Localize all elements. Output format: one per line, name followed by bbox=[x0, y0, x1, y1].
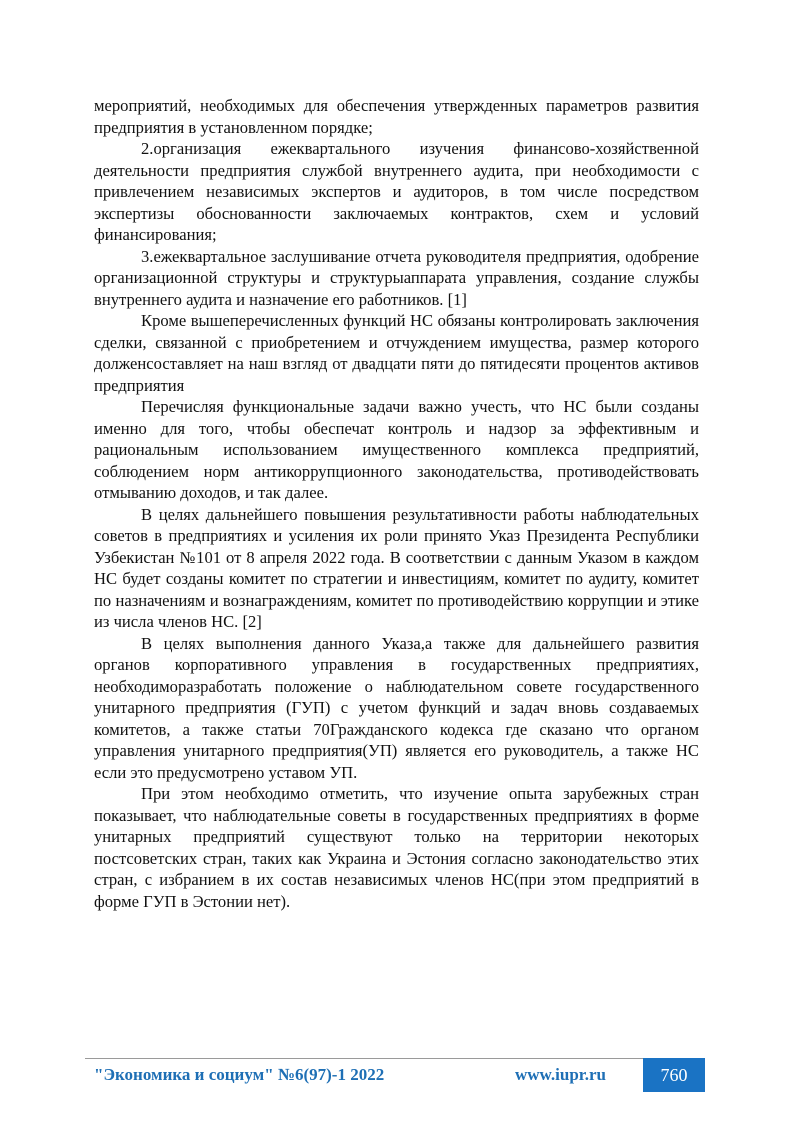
paragraph: Кроме вышеперечисленных функций НС обязаны контролировать заключения сделки, связанной с приобретением и отчуждением имущества, размер которого долженсоставляет на наш взгляд от двадцати пяти до пятидесяти процентов активов предприятия bbox=[94, 311, 699, 395]
page-number: 760 bbox=[660, 1064, 688, 1085]
paragraph: В целях выполнения данного Указа,а также для дальнейшего развития органов корпоративного управления в государственных предприятиях, необходиморазработать положение о наблюдательном совете государственного унитарного предприятия (ГУП) с учетом функций и задач вновь создаваемых комитетов, а также статьи 70Гражданского кодекса где сказано что органом управления унитарного предприятия(УП) является его руководитель, а также НС если это предусмотрено уставом УП. bbox=[94, 633, 699, 782]
footer-journal-title: "Экономика и социум" №6(97)-1 2022 bbox=[94, 1065, 385, 1084]
paragraph: 2.организация ежеквартального изучения финансово-хозяйственной деятельности предприятия службой внутреннего аудита, при необходимости с привлечением независимых экспертов и аудиторов, в том числе посредством экспертизы обоснованности заключаемых контрактов, схем и условий финансирования; bbox=[94, 139, 699, 244]
page-number-badge bbox=[643, 1058, 705, 1092]
paragraph: В целях дальнейшего повышения результативности работы наблюдательных советов в предприятиях и усиления их роли принято Указ Президента Республики Узбекистан №101 от 8 апреля 2022 года. В соответствии с данным Указом в каждом НС будет созданы комитет по стратегии и инвестициям, комитет по аудиту, комитет по назначениям и вознаграждениям, комитет по противодействию коррупции и этике из числа членов НС. [2] bbox=[94, 504, 699, 631]
paragraph: Перечисляя функциональные задачи важно учесть, что НС были созданы именно для того, чтобы обеспечат контроль и надзор за эффективным и рациональным использованием имущественного комплекса предприятий, соблюдением норм антикоррупционного законодательства, противодействовать отмыванию доходов, и так далее. bbox=[94, 397, 699, 502]
footer-url[interactable]: www.iupr.ru bbox=[515, 1065, 607, 1084]
footer-divider bbox=[85, 1058, 643, 1059]
paragraph: При этом необходимо отметить, что изучение опыта зарубежных стран показывает, что наблюдательные советы в государственных предприятиях в форме унитарных предприятий существуют только на территории некоторых постсоветских стран, таких как Украина и Эстония согласно законодательство этих стран, с избранием в их состав независимых членов НС(при этом предприятий в форме ГУП в Эстонии нет). bbox=[94, 784, 699, 911]
body-text bbox=[94, 95, 699, 912]
paragraph: 3.ежеквартальное заслушивание отчета руководителя предприятия, одобрение организационной структуры и структурыаппарата управления, создание службы внутреннего аудита и назначение его работников. [1] bbox=[94, 246, 699, 309]
paragraph: мероприятий, необходимых для обеспечения утвержденных параметров развития предприятия в установленном порядке; bbox=[94, 96, 699, 137]
